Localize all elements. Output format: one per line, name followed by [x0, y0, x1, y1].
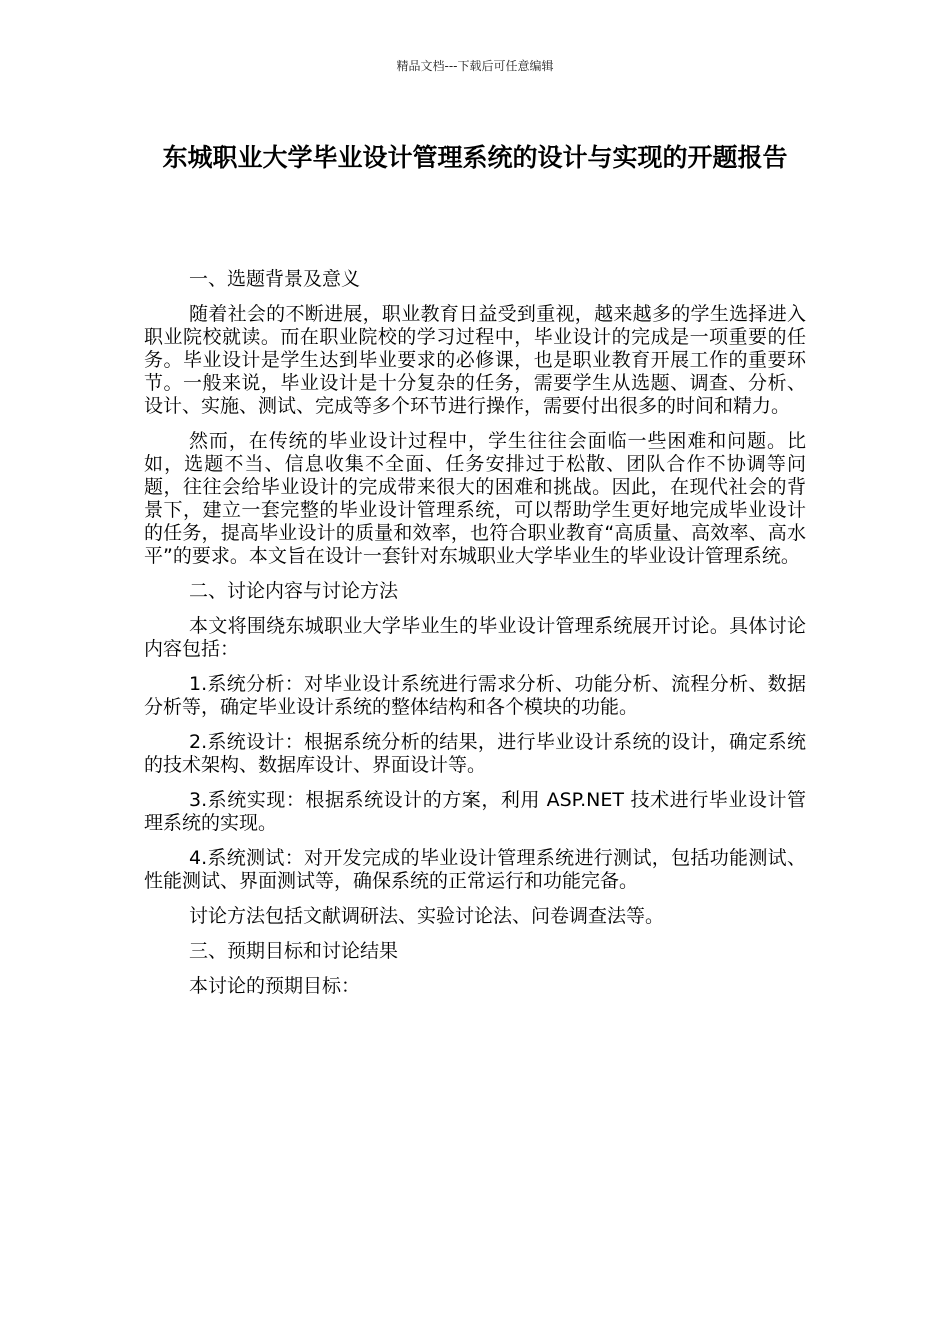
body-paragraph: 讨论方法包括文献调研法、实验讨论法、问卷调查法等。 [189, 905, 665, 927]
body-paragraph: 本文将围绕东城职业大学毕业生的毕业设计管理系统展开讨论。具体讨论内容包括： [144, 615, 806, 660]
body-paragraph: 随着社会的不断进展，职业教育日益受到重视，越来越多的学生选择进入职业院校就读。而在职业院校的学习过程中，毕业设计的完成是一项重要的任务。毕业设计是学生达到毕业要求的必修课，也是职业教育开展工作的重要环节。一般来说，毕业设计是十分复杂的任务，需要学生从选题、调查、分析、设计、实施、测试、完成等多个环节进行操作，需要付出很多的时间和精力。 [144, 303, 806, 417]
section-heading-goals: 三、预期目标和讨论结果 [189, 940, 399, 962]
list-item: 3.系统实现：根据系统设计的方案，利用 ASP.NET 技术进行毕业设计管理系统的实现。 [144, 789, 806, 834]
body-paragraph: 然而，在传统的毕业设计过程中，学生往往会面临一些困难和问题。比如，选题不当、信息收集不全面、任务安排过于松散、团队合作不协调等问题，往往会给毕业设计的完成带来很大的困难和挑战。因此，在现代社会的背景下，建立一套完整的毕业设计管理系统，可以帮助学生更好地完成毕业设计的任务，提高毕业设计的质量和效率，也符合职业教育“高质量、高效率、高水平”的要求。本文旨在设计一套针对东城职业大学毕业生的毕业设计管理系统。 [144, 430, 806, 567]
list-item: 1.系统分析：对毕业设计系统进行需求分析、功能分析、流程分析、数据分析等，确定毕业设计系统的整体结构和各个模块的功能。 [144, 673, 806, 718]
document-title: 东城职业大学毕业设计管理系统的设计与实现的开题报告 [162, 143, 788, 172]
body-paragraph: 本讨论的预期目标： [189, 975, 361, 997]
section-heading-background: 一、选题背景及意义 [189, 268, 361, 290]
document-body [144, 268, 806, 1010]
page-header: 精品文档---下载后可任意编辑 [396, 59, 554, 73]
list-item: 4.系统测试：对开发完成的毕业设计管理系统进行测试，包括功能测试、性能测试、界面测试等，确保系统的正常运行和功能完备。 [144, 847, 806, 892]
list-item: 2.系统设计：根据系统分析的结果，进行毕业设计系统的设计，确定系统的技术架构、数据库设计、界面设计等。 [144, 731, 806, 776]
section-heading-content-method: 二、讨论内容与讨论方法 [189, 580, 399, 602]
